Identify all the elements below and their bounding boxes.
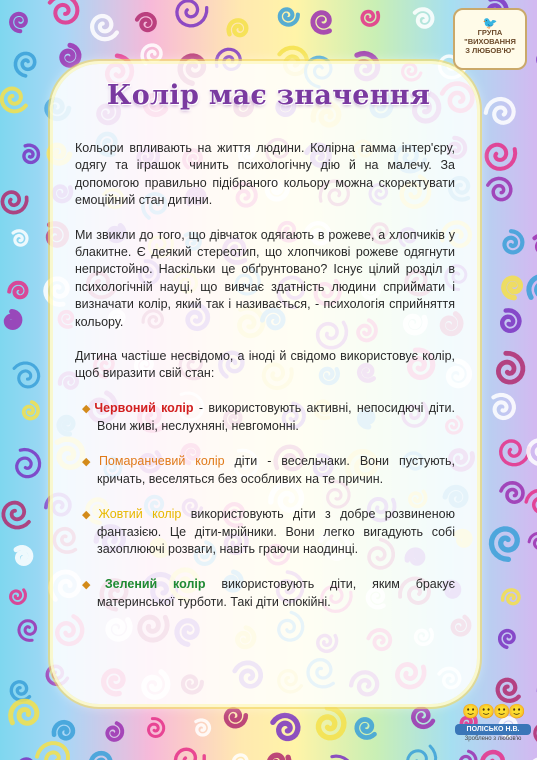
swirl-shape [357,720,375,738]
swirl-shape [413,709,433,727]
text-green: використовують діти, яким бракує материнської турботи. Такі діти спокійні. [97,576,456,610]
swirl-shape [529,533,537,548]
term-yellow: Жовтий колір [98,506,182,521]
swirl-shape [91,753,111,760]
swirl-shape [149,719,164,737]
swirl-shape [233,755,247,760]
swirl-shape [92,16,117,39]
swirl-shape [54,722,73,738]
swirl-shape [505,231,523,252]
swirl-shape [17,450,40,477]
swirl-shape [62,45,79,65]
text-yellow: використовують діти з добре розвиненою фантазією. Це діти-мрійники. Вони легко вигадують собі захоплюючі розваги, навіть граючи наодинці. [97,506,455,557]
swirl-shape [408,746,436,760]
diamond-bullet-icon: ◆ [82,578,103,591]
text-orange: діти - весельчаки. Вони пустують, кричать, веселяться без особливих на те причин. [97,453,456,487]
swirl-shape [9,283,26,298]
swirl-shape [498,353,522,382]
swirl-shape [493,395,514,418]
swirl-shape [273,715,298,738]
swirl-shape [415,9,433,27]
list-item-yellow [75,506,455,559]
swirl-shape [504,278,521,298]
list-item-orange [75,453,455,489]
swirl-shape [229,20,247,35]
swirl-shape [107,723,122,740]
swirl-shape [501,441,529,465]
swirl-shape [526,491,537,513]
swirl-shape [503,590,519,604]
swirl-shape [37,743,68,760]
author-tagline: Зроблено з любов'ю [464,736,522,742]
swirl-shape [142,45,161,64]
swirl-shape [137,14,155,30]
list-item-green [75,576,455,612]
swirl-shape [313,13,330,33]
page-title: Колір має значення [106,80,431,111]
text-red: - використовують активні, непосидючі діти. Вони живі, неслухняні, невгомонні. [97,400,455,434]
swirl-shape [487,145,516,169]
swirl-shape [270,755,289,760]
term-green: Зелений колір [104,576,206,591]
swirl-shape [24,145,39,162]
swirl-shape [362,12,378,26]
swirl-shape [319,708,344,738]
swirl-shape [11,14,26,31]
list-item-red [75,400,455,436]
swirl-shape [492,529,518,560]
swirl-shape [498,680,519,701]
swirl-shape [176,749,205,760]
paragraph-2: Ми звикли до того, що дівчаток одягають в рожеве, а хлопчиків у блакитне. Є деякий стереотип, що хлопчикові рожеве одягнути непристойно. Наскільки це обґрунтовано? Існує цілий розділ в психологічній науці, що вивчає здатність людини сприймати і визначати колір, який так і називається, - психологія сприйняття кольору. [75,227,455,329]
swirl-shape [528,440,537,464]
swirl-shape [529,277,537,298]
swirl-shape [177,1,207,26]
swirl-shape [3,503,29,528]
swirl-shape [500,631,514,648]
paragraph-1: Кольори впливають на життя людини. Колірна гамма інтер'єру, одягу та іграшок чинить психологічну дію й на малечу. За допомогою правильно підібраного кольору можна скоректувати емоційний стан дитини. [75,141,455,208]
paragraph-3: Дитина частіше несвідомо, а іноді й свідомо використовує колір, щоб виразити свій стан: [75,349,455,381]
swirl-shape [11,590,26,604]
swirl-shape [502,310,519,331]
swirl-shape [16,53,35,76]
swirl-shape [6,312,19,328]
swirl-shape [501,483,523,502]
swirl-shape [328,756,352,760]
bird-icon: 🐦 [482,16,498,30]
swirl-shape [226,710,246,727]
diamond-bullet-icon: ◆ [82,455,97,468]
swirl-shape [11,682,29,700]
author-logo [455,702,531,754]
author-name: ПОЛІСЬКО Н.В. [455,724,531,735]
swirl-shape [280,9,298,24]
swirl-shape [19,621,36,641]
article-body [75,140,455,629]
swirl-shape [2,192,26,213]
term-orange: Помаранчевий колір [98,453,225,468]
swirl-shape [13,231,27,246]
diamond-bullet-icon: ◆ [82,402,93,415]
swirl-shape [16,548,31,564]
children-faces-icon: 🙂🙂🙂🙂 [462,703,524,719]
swirl-shape [50,0,78,23]
diamond-bullet-icon: ◆ [82,508,97,521]
swirl-shape [14,363,39,387]
term-red: Червоний колір [94,400,194,415]
swirl-shape [196,720,210,735]
swirl-shape [24,402,38,419]
group-badge [453,8,527,70]
badge-text: ГРУПА "ВИХОВАННЯ З ЛЮБОВ'Ю" [464,28,516,55]
swirl-shape [488,178,511,199]
swirl-shape [11,701,37,723]
